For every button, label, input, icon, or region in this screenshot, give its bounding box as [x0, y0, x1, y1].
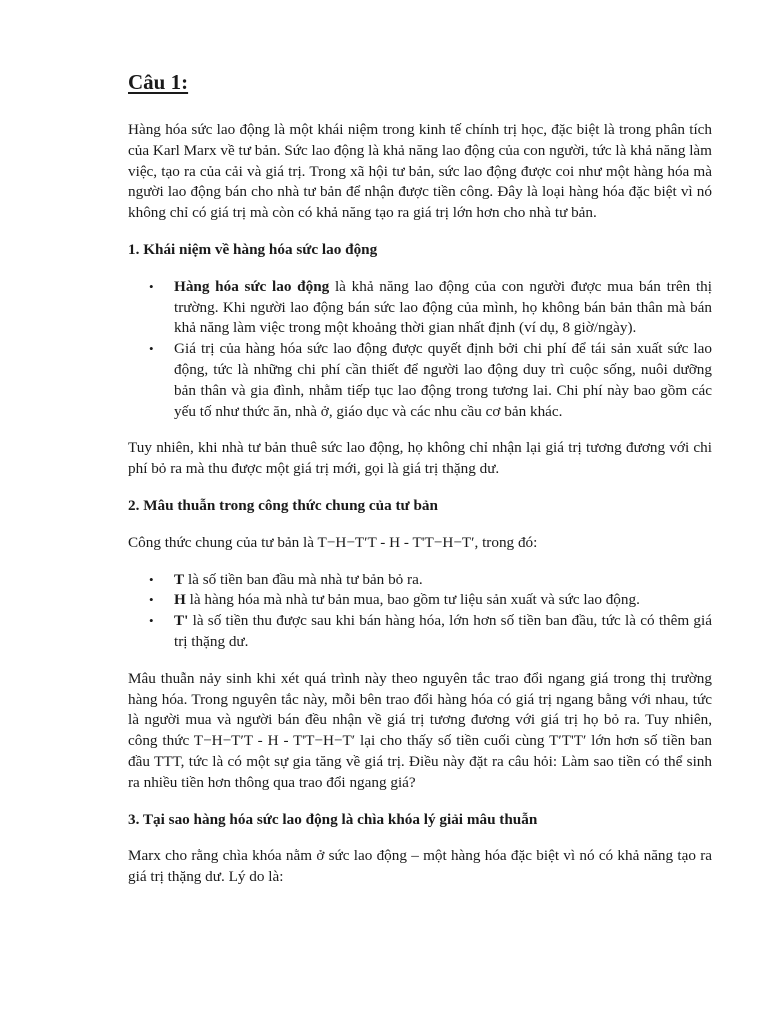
section-1-list: [128, 277, 712, 423]
list-item: [149, 611, 712, 653]
section-2-closing: Mâu thuẫn nảy sinh khi xét quá trình này theo nguyên tắc trao đổi ngang giá trong thị trường hàng hóa. Trong nguyên tắc này, mỗi bên trao đổi hàng hóa có giá trị ngang bằng với nhau, tức là người mua và người bán đều nhận về giá trị tương đương với giá trị họ bỏ ra. Tuy nhiên, công thức T−H−T′T - H - T'T−H−T′ lại cho thấy số tiền cuối cùng T′T'T′ lớn hơn số tiền ban đầu TTT, tức là có một sự gia tăng về giá trị. Điều này đặt ra câu hỏi: Làm sao tiền có thể sinh ra nhiều tiền hơn thông qua trao đổi ngang giá?: [128, 669, 712, 791]
list-item-text: là số tiền ban đầu mà nhà tư bản bỏ ra.: [184, 570, 423, 588]
bullet-icon: •: [149, 278, 154, 294]
list-item-text: là hàng hóa mà nhà tư bản mua, bao gồm tư liệu sản xuất và sức lao động.: [185, 591, 640, 609]
section-3-heading: 3. Tại sao hàng hóa sức lao động là chìa khóa lý giải mâu thuẫn: [128, 810, 538, 828]
list-item-text: là số tiền thu được sau khi bán hàng hóa, lớn hơn số tiền ban đầu, tức là có thêm giá trị thặng dư.: [174, 612, 712, 650]
list-item: [149, 339, 712, 422]
section-1-closing: Tuy nhiên, khi nhà tư bản thuê sức lao động, họ không chỉ nhận lại giá trị tương đương với chi phí bỏ ra mà thu được một giá trị mới, gọi là giá trị thặng dư.: [128, 439, 712, 478]
bullet-icon: •: [149, 341, 154, 357]
bullet-icon: •: [149, 613, 154, 629]
bullet-icon: •: [149, 592, 154, 608]
formula-line: Công thức chung của tư bản là T−H−T′T - H - T'T−H−T′, trong đó:: [128, 533, 538, 551]
section-1-heading: 1. Khái niệm về hàng hóa sức lao động: [128, 240, 378, 258]
page-title: Câu 1:: [128, 70, 189, 94]
section-3-paragraph: Marx cho rằng chìa khóa nằm ở sức lao động – một hàng hóa đặc biệt vì nó có khả năng tạo ra giá trị thặng dư. Lý do là:: [128, 847, 712, 886]
list-item: [149, 570, 712, 591]
list-item: [149, 590, 712, 611]
section-2-list: [128, 570, 712, 653]
list-item-term: T': [174, 612, 189, 630]
list-item-term: T: [174, 570, 185, 588]
list-item-term: H: [174, 591, 186, 609]
bullet-icon: •: [149, 571, 154, 587]
section-2-heading: 2. Mâu thuẫn trong công thức chung của tư bản: [128, 496, 438, 514]
intro-paragraph: Hàng hóa sức lao động là một khái niệm trong kinh tế chính trị học, đặc biệt là trong phân tích của Karl Marx về tư bản. Sức lao động là khả năng lao động của con người, tức là khả năng làm việc, tạo ra của cải và giá trị. Trong xã hội tư bản, sức lao động được coi như một hàng hóa mà người lao động bán cho nhà tư bản để nhận được tiền công. Đây là loại hàng hóa đặc biệt vì nó không chỉ có giá trị mà còn có khả năng tạo ra giá trị lớn hơn cho nhà tư bản.: [128, 121, 712, 222]
list-item-text: là khả năng lao động của con người được mua bán trên thị trường. Khi người lao động bán sức lao động của mình, họ không bán bản thân mà bán khả năng làm việc trong một khoảng thời gian nhất định (ví dụ, 8 giờ/ngày).: [174, 277, 712, 337]
list-item: [149, 277, 712, 339]
list-item-term: Hàng hóa sức lao động: [174, 277, 330, 295]
list-item-text: Giá trị của hàng hóa sức lao động được quyết định bởi chi phí để tái sản xuất sức lao động, tức là những chi phí cần thiết để người lao động duy trì cuộc sống, nuôi dưỡng bản thân và gia đình, nhằm tiếp tục lao động trong tương lai. Chi phí này bao gồm các yếu tố như thức ăn, nhà ở, giáo dục và các nhu cầu cơ bản khác.: [174, 340, 712, 420]
